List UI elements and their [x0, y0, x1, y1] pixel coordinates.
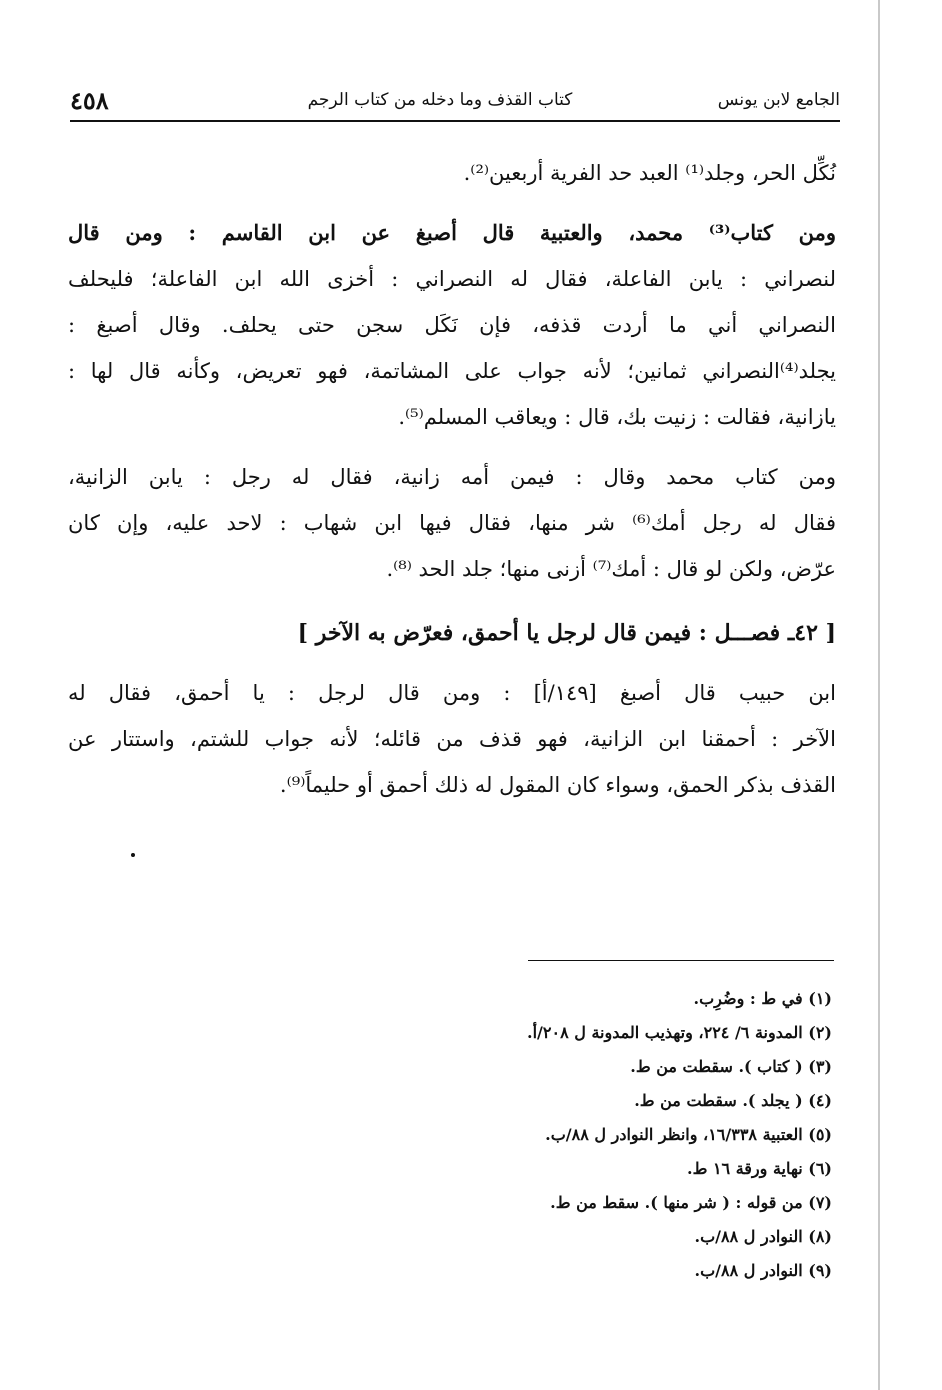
- page-number: ٤٥٨: [70, 86, 109, 115]
- text-line: النصراني أني ما أردت قذفه، فإن نَكَل سجن حتى يحلف. وقال أصبغ :: [68, 313, 836, 337]
- book-title: الجامع لابن يونس: [717, 90, 840, 110]
- footnote: (٣) ( كتاب ). سقطت من ط.: [630, 1057, 832, 1076]
- text-line: فقال له رجل أمك⁽⁶⁾ شر منها، فقال فيها ابن شهاب : لاحد عليه، وإن كان: [68, 511, 837, 535]
- paragraph-4: [68, 670, 836, 808]
- chapter-title: كتاب القذف وما دخله من كتاب الرجم: [307, 90, 573, 110]
- main-text: [68, 150, 836, 822]
- text-line: ومن كتاب⁽³⁾ محمد، والعتبية قال أصبغ عن ابن القاسم : ومن قال: [68, 220, 836, 245]
- text-line: القذف بذكر الحمق، وسواء كان المقول له ذلك أحمق أو حليماً⁽⁹⁾.: [279, 773, 836, 797]
- scan-speck: [131, 853, 135, 857]
- section-heading: [ ٤٢ـ فصـــل : فيمن قال لرجل يا أحمق، فعرّض به الآخر ]: [297, 620, 836, 646]
- paragraph-2: [68, 210, 836, 440]
- text-line: نُكِّل الحر، وجلد⁽¹⁾ العبد حد الفرية أربعين⁽²⁾.: [463, 161, 836, 185]
- paragraph-1: [68, 150, 836, 196]
- text-line: لنصراني : يابن الفاعلة، فقال له النصراني : أخزى الله ابن الفاعلة؛ فليحلف: [68, 267, 836, 291]
- text-line: عرّض، ولكن لو قال : أمك⁽⁷⁾ أزنى منها؛ جلد الحد ⁽⁸⁾.: [386, 557, 836, 581]
- header-rule: [70, 120, 840, 122]
- footnote: (٨) النوادر ل ٨٨/ب.: [694, 1227, 832, 1246]
- footnote: (٩) النوادر ل ٨٨/ب.: [694, 1261, 832, 1280]
- footnote-separator: [528, 960, 834, 961]
- running-header: [70, 86, 840, 118]
- text-line: الآخر : أحمقنا ابن الزانية، فهو قذف من قائله؛ لأنه جواب للشتم، واستتار عن: [68, 727, 836, 751]
- footnote: (٧) من قوله : ( شر منها ). سقط من ط.: [550, 1193, 832, 1212]
- footnote: (٦) نهاية ورقة ١٦ ط.: [687, 1159, 832, 1178]
- footnotes: [380, 982, 832, 1288]
- footnote: (٥) العتبية ١٦/٣٣٨، وانظر النوادر ل ٨٨/ب.: [545, 1125, 832, 1144]
- text-line: ابن حبيب قال أصبغ [١٤٩/أ] : ومن قال لرجل : يا أحمق، فقال له: [68, 681, 836, 705]
- footnote: (٤) ( يجلد ). سقطت من ط.: [634, 1091, 832, 1110]
- footnote: (٢) المدونة ٦/ ٢٢٤، وتهذيب المدونة ل ٢٠٨/أ.: [527, 1023, 832, 1042]
- text-line: يازانية، فقالت : زنيت بك، قال : ويعاقب المسلم⁽⁵⁾.: [398, 405, 836, 429]
- paragraph-3: [68, 454, 836, 592]
- footnote: (١) في ط : وضُرِب.: [693, 989, 832, 1008]
- scan-page-edge: [878, 0, 880, 1390]
- text-line: ومن كتاب محمد وقال : فيمن أمه زانية، فقال له رجل : يابن الزانية،: [68, 465, 836, 489]
- text-line: يجلد⁽⁴⁾النصراني ثمانين؛ لأنه جواب على المشاتمة، فهو تعريض، وكأنه قال لها :: [68, 359, 836, 383]
